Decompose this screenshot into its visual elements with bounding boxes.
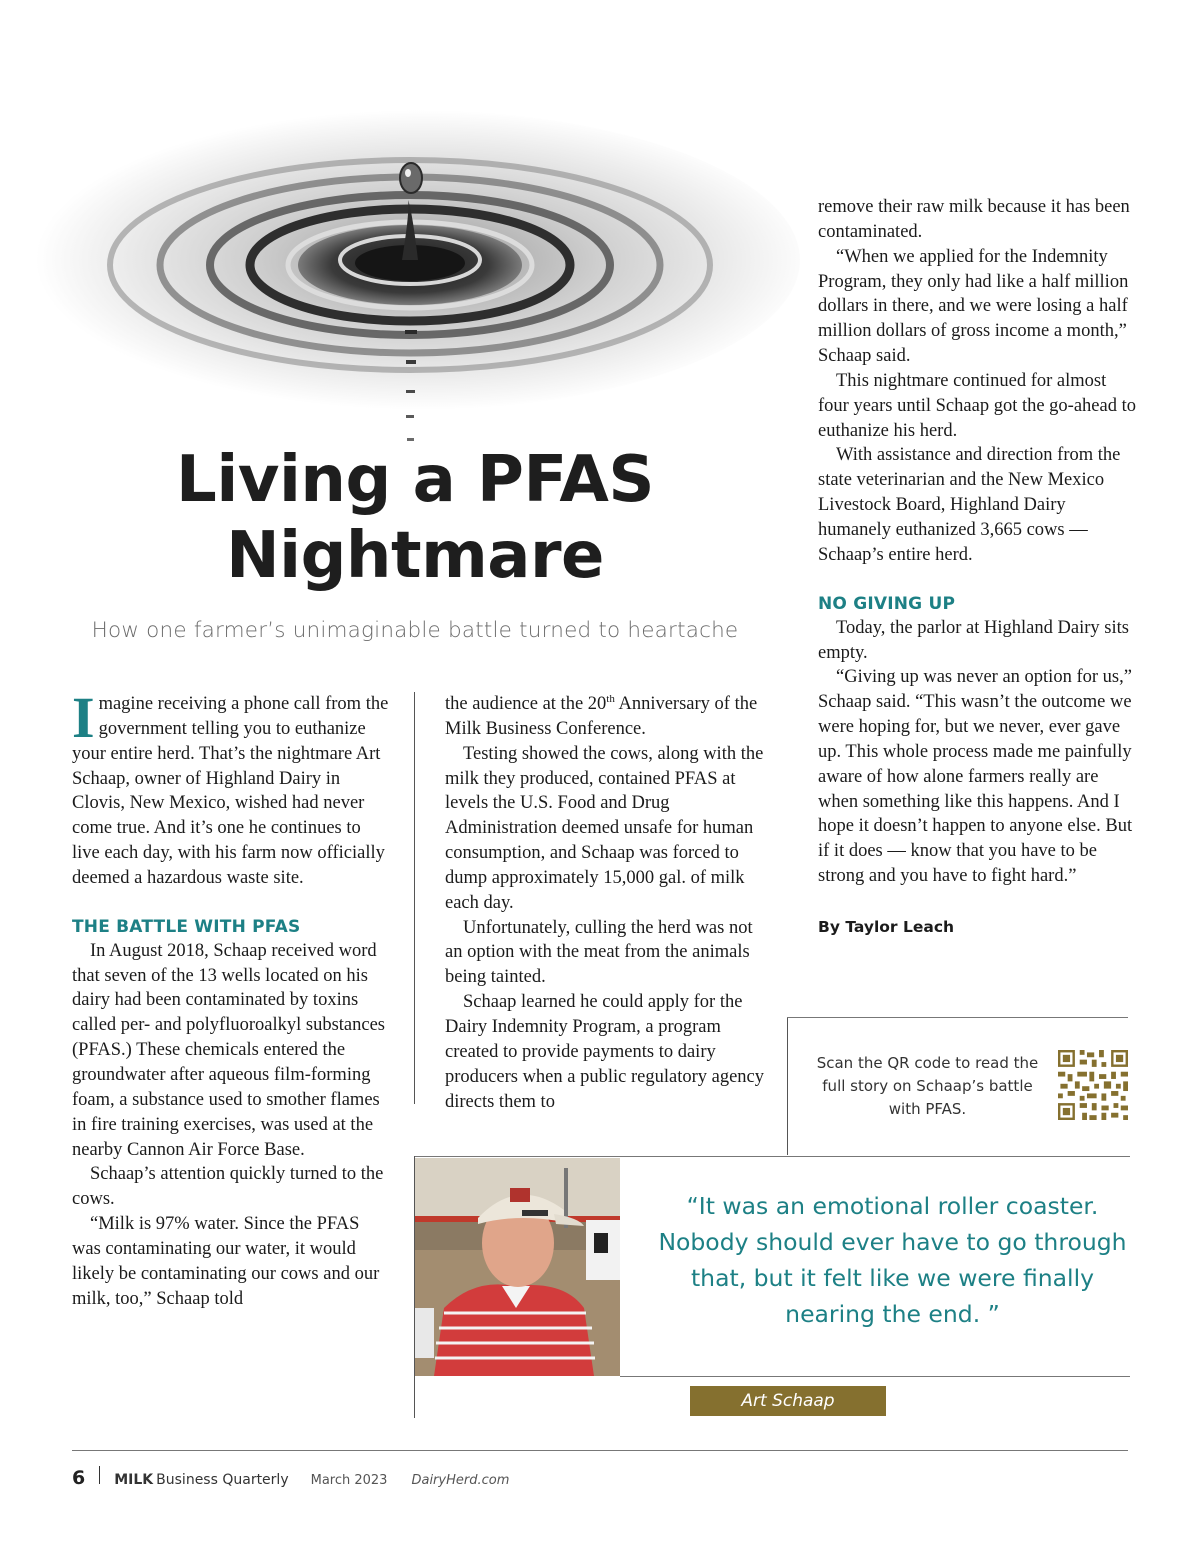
quote-box-top-rule (414, 1156, 1130, 1157)
qr-box-rule (787, 1017, 1128, 1018)
publication-name: Business Quarterly (156, 1472, 289, 1488)
section-heading-battle: THE BATTLE WITH PFAS (72, 916, 301, 937)
website-link[interactable]: DairyHerd.com (411, 1473, 510, 1488)
issue-date: March 2023 (310, 1473, 388, 1488)
column-divider (787, 1018, 788, 1155)
qr-note: Scan the QR code to read the full story on Schaap’s battle with PFAS. (816, 1054, 1039, 1118)
body-paragraph: Schaap’s attention quickly turned to the cows. (72, 1164, 384, 1210)
column-divider (414, 692, 415, 1104)
body-paragraph: Today, the parlor at Highland Dairy sits empty. (818, 617, 1129, 663)
water-drop-illustration (0, 60, 800, 480)
body-paragraph: This nightmare continued for almost four years until Schaap got the go-ahead to euthanize his herd. (818, 370, 1136, 441)
article-column-1 (72, 685, 392, 1311)
body-paragraph: “Giving up was never an option for us,” Schaap said. “This wasn’t the outcome we were hoping for, but we never, ever gave up. This whole process made me painfully aware of how alone farmers really are when something like this happens. And I hope it doesn’t happen to anyone else. But if it does — know that you have to be strong and you have to fight hard.” (818, 667, 1133, 887)
body-paragraph: In August 2018, Schaap received word that seven of the 13 wells located on his dairy had been contaminated by toxins called per- and polyfluoroalkyl substances (PFAS.) These chemicals entered the groundwater after aqueous film-forming foam, a substance used to smother flames in fire training exercises, was used at the nearby Cannon Air Force Base. (72, 940, 386, 1160)
quote-box-left-rule (414, 1156, 415, 1418)
body-paragraph: Schaap learned he could apply for the Dairy Indemnity Program, a program created to provide payments to dairy producers when a public regulatory agency directs them to (445, 992, 764, 1112)
article-column-2 (445, 692, 765, 1114)
qr-code-icon[interactable] (1058, 1050, 1128, 1120)
body-paragraph: “Milk is 97% water. Since the PFAS was contaminating our water, it would likely be contaminating our cows and our milk, too,” Schaap told (72, 1214, 380, 1309)
body-paragraph: Testing showed the cows, along with the milk they produced, contained PFAS at levels the U.S. Food and Drug Administration deemed unsafe for human consumption, and Schaap was forced to dump approximately 15,000 gal. of milk each day. (445, 743, 764, 913)
body-paragraph: “When we applied for the Indemnity Program, they only had like a half million dollars in there, and we were losing a half million dollars of gross income a month,” Schaap said. (818, 246, 1129, 367)
lead-paragraph: Imagine receiving a phone call from the government telling you to euthanize your entire herd. That’s the nightmare Art Schaap, owner of Highland Dairy in Clovis, New Mexico, wished had never come true. And it’s one he continues to live each day, with his farm now officially deemed a hazardous waste site. (72, 685, 389, 888)
body-paragraph: Unfortunately, culling the herd was not an option with the meat from the animals being tainted. (445, 917, 753, 988)
drop-cap: I (72, 685, 95, 750)
footer-separator (99, 1466, 100, 1484)
body-paragraph: With assistance and direction from the state veterinarian and the New Mexico Livestock Board, Highland Dairy humanely euthanized 3,665 cows — Schaap’s entire herd. (818, 445, 1121, 565)
article-column-3 (818, 195, 1138, 940)
title-line-2: Nightmare (226, 519, 604, 593)
photo-caption: Art Schaap (690, 1386, 886, 1416)
section-heading-giving-up: NO GIVING UP (818, 593, 956, 614)
page-number: 6 (72, 1467, 86, 1489)
title-line-1: Living a PFAS (176, 443, 654, 517)
quote-box-bottom-rule (620, 1376, 1130, 1377)
body-paragraph: the audience at the 20th Anniversary of the Milk Business Conference. (445, 692, 758, 739)
body-paragraph: remove their raw milk because it has been contaminated. (818, 197, 1130, 242)
pull-quote: “It was an emotional roller coaster. Nobody should ever have to go through that, but it felt like we were finally nearing the end. ” (658, 1192, 1127, 1328)
article-subtitle: How one farmer’s unimaginable battle turned to heartache (91, 618, 739, 643)
publication-name-bold: MILK (114, 1472, 154, 1488)
byline: By Taylor Leach (818, 917, 955, 936)
art-schaap-photo (414, 1158, 620, 1376)
article-title (80, 442, 750, 594)
footer-rule (72, 1450, 1128, 1451)
page-footer (72, 1466, 1128, 1489)
